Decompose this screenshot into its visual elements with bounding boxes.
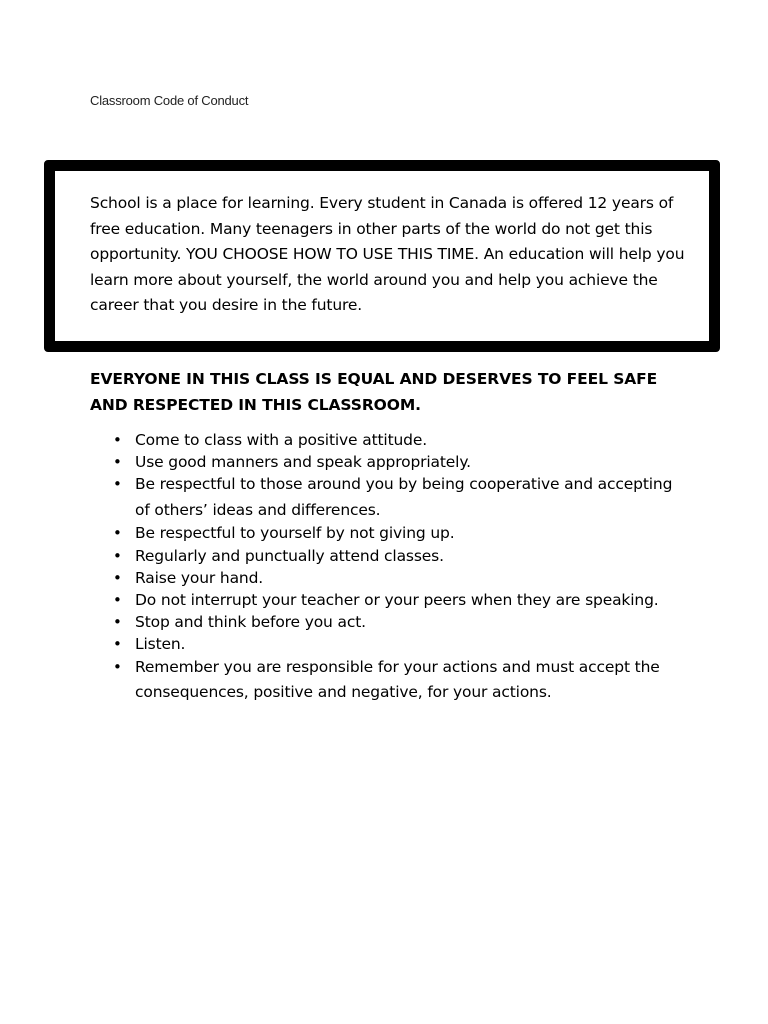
bullet-icon: • xyxy=(113,568,122,587)
rule-item xyxy=(90,611,690,633)
bullet-icon: • xyxy=(113,524,122,543)
rule-text: Stop and think before you act. xyxy=(135,613,366,632)
rule-text: Listen. xyxy=(135,635,186,654)
rule-item xyxy=(90,589,690,611)
rule-text: Regularly and punctually attend classes. xyxy=(135,546,444,565)
rule-text: Remember you are responsible for your actions and must accept the consequences, positive and negative, for your actions. xyxy=(135,657,660,702)
rule-text: Be respectful to yourself by not giving up. xyxy=(135,524,455,543)
rules-list xyxy=(90,429,690,705)
rule-item xyxy=(90,655,690,706)
bullet-icon: • xyxy=(113,657,122,676)
bullet-icon: • xyxy=(113,431,122,449)
rule-text: Be respectful to those around you by being cooperative and accepting of others’ ideas and differences. xyxy=(135,475,673,519)
bullet-icon: • xyxy=(113,546,122,565)
rule-item xyxy=(90,472,690,523)
bullet-icon: • xyxy=(113,475,122,494)
bullet-icon: • xyxy=(113,453,122,472)
rule-text: Use good manners and speak appropriately. xyxy=(135,453,471,472)
rule-text: Come to class with a positive attitude. xyxy=(135,431,428,449)
intro-paragraph: School is a place for learning. Every student in Canada is offered 12 years of free education. Many teenagers in other parts of the world do not get this opportunity. YOU CHOOSE HOW TO USE THIS TIME. An education will help you learn more about yourself, the world around you and help you achieve the career that you desire in the future. xyxy=(90,194,685,314)
equality-heading: EVERYONE IN THIS CLASS IS EQUAL AND DESERVES TO FEEL SAFE AND RESPECTED IN THIS CLASSROOM. xyxy=(90,370,658,414)
rule-text: Do not interrupt your teacher or your peers when they are speaking. xyxy=(135,591,659,610)
intro-box xyxy=(44,160,720,352)
bullet-icon: • xyxy=(113,613,122,632)
bullet-icon: • xyxy=(113,635,122,654)
rule-item xyxy=(90,522,690,544)
rule-item xyxy=(90,567,690,589)
rule-item xyxy=(90,451,690,473)
rule-item xyxy=(90,545,690,567)
bullet-icon: • xyxy=(113,591,122,610)
rule-text: Raise your hand. xyxy=(135,568,264,587)
rule-item xyxy=(90,633,690,655)
document-title: Classroom Code of Conduct xyxy=(90,93,249,108)
rule-item xyxy=(90,429,690,451)
